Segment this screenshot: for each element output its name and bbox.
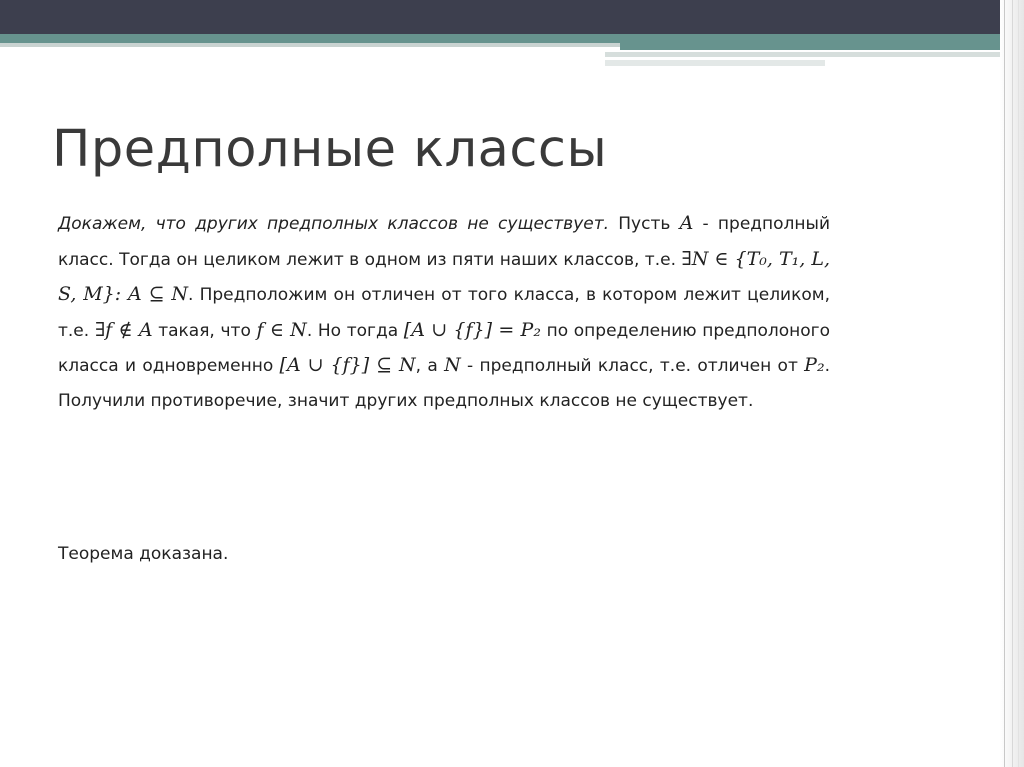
- math-expression: N: [444, 354, 461, 376]
- header-stripe: [605, 52, 1015, 57]
- proof-text: по определению предполоного класса и одновременно: [58, 320, 830, 376]
- proof-text: - предполный класс, т.е. отличен от: [460, 356, 805, 376]
- proof-text: Пусть: [609, 214, 680, 234]
- conclusion-text: Теорема доказана.: [58, 544, 229, 564]
- right-edge-line: [1004, 0, 1005, 767]
- proof-text: - предполный класс. Тогда он целиком лежит в одном из пяти наших классов, т.е.: [58, 214, 830, 270]
- math-expression: ∃f ∉ A: [94, 318, 153, 341]
- proof-text: . Но тогда: [306, 320, 404, 341]
- header-stripe: [0, 43, 620, 47]
- proof-text: . Предположим он отличен от того класса, в котором лежит целиком, т.е.: [58, 285, 831, 341]
- math-expression: P₂: [804, 354, 825, 376]
- math-expression: A: [679, 212, 694, 234]
- math-expression: ∃N ∈ {T₀, T₁, L, S, M}: A ⊆ N: [58, 247, 830, 305]
- proof-lead: Докажем, что других предполных классов не существует.: [58, 214, 610, 234]
- proof-text: , а: [415, 356, 445, 376]
- header-bar-teal-right: [620, 34, 1015, 50]
- proof-paragraph: [58, 206, 830, 418]
- proof-text: . Получили противоречие, значит других предполных классов не существует.: [58, 356, 830, 411]
- header-stripe: [605, 60, 825, 66]
- math-expression: f ∈ N: [256, 318, 307, 341]
- slide-title: Предполные классы: [52, 120, 608, 179]
- right-edge-line: [1018, 0, 1019, 767]
- proof-text: такая, что: [152, 320, 257, 341]
- right-edge-line: [1012, 0, 1013, 767]
- math-expression: [A ∪ {f}] ⊆ N: [279, 354, 416, 376]
- math-expression: [A ∪ {f}] = P₂: [403, 318, 541, 341]
- header-bar-dark: [0, 0, 1024, 34]
- header-bar-teal: [0, 34, 620, 43]
